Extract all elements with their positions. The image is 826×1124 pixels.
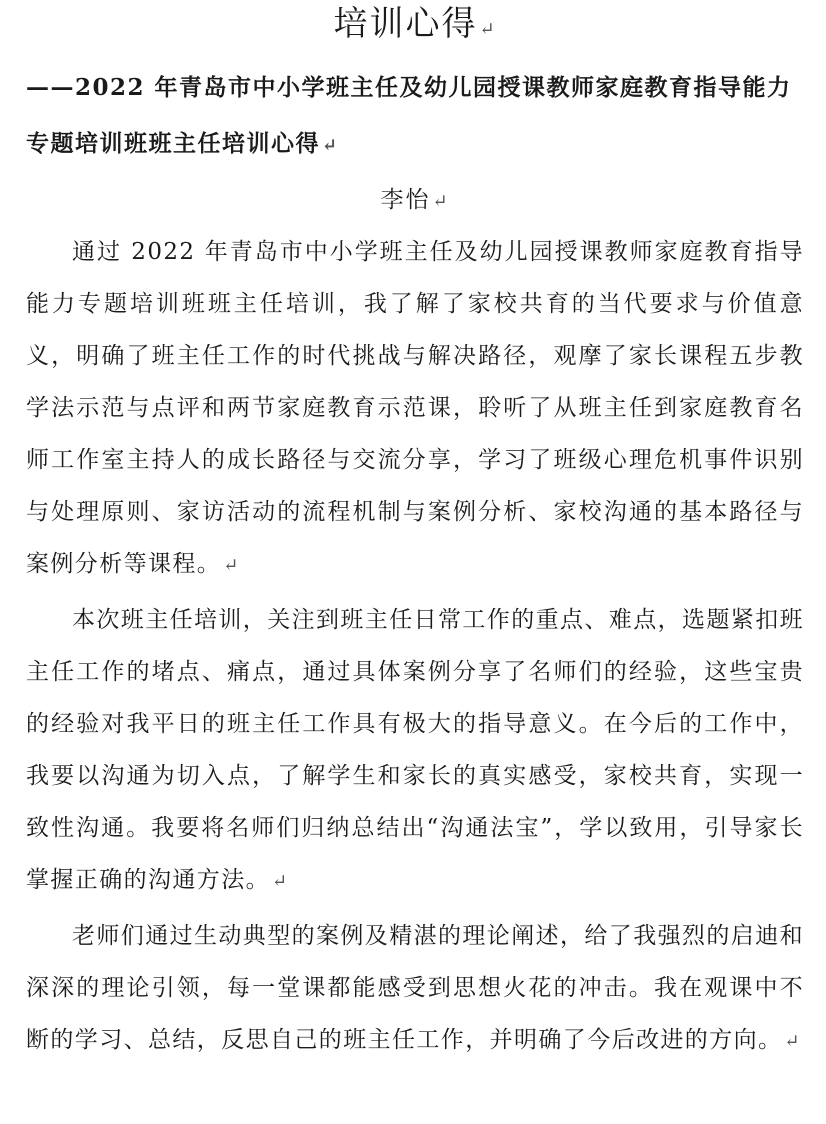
title-text: 培训心得	[333, 4, 478, 44]
paragraph-mark-icon: ↵	[479, 19, 497, 40]
paragraph-text: 本次班主任培训，关注到班主任日常工作的重点、难点，选题紧扣班主任工作的堵点、痛点，通过具体案例分享了名师们的经验，这些宝贵的经验对我平日的班主任工作具有极大的指导意义。在今后的工作中，我要以沟通为切入点，了解学生和家长的真实感受，家校共育，实现一致性沟通。我要将名师们归纳总结出“沟通法宝”，学以致用，引导家长掌握正确的沟通方法。	[26, 607, 804, 893]
paragraph-mark-icon: ↵	[784, 1031, 801, 1052]
paragraph-mark-icon: ↵	[223, 555, 240, 576]
body-paragraph-3	[26, 910, 804, 1068]
body-paragraph-1	[26, 226, 804, 592]
paragraph-mark-icon: ↵	[322, 135, 339, 156]
paragraph-mark-icon: ↵	[432, 191, 450, 212]
subtitle-text: ——2022 年青岛市中小学班主任及幼儿园授课教师家庭教育指导能力专题培训班班主任培训心得	[26, 74, 792, 157]
author-text: 李怡	[380, 187, 431, 213]
paragraph-text: 老师们通过生动典型的案例及精湛的理论阐述，给了我强烈的启迪和深深的理论引领，每一堂课都能感受到思想火花的冲击。我在观课中不断的学习、总结，反思自己的班主任工作，并明确了今后改进的方向。	[26, 923, 804, 1053]
paragraph-text: 通过 2022 年青岛市中小学班主任及幼儿园授课教师家庭教育指导能力专题培训班班主任培训，我了解了家校共育的当代要求与价值意义，明确了班主任工作的时代挑战与解决路径，观摩了家长课程五步教学法示范与点评和两节家庭教育示范课，聆听了从班主任到家庭教育名师工作室主持人的成长路径与交流分享，学习了班级心理危机事件识别与处理原则、家访活动的流程机制与案例分析、家校沟通的基本路径与案例分析等课程。	[26, 239, 804, 577]
document-subtitle	[26, 60, 804, 174]
document-title	[26, 4, 804, 50]
paragraph-mark-icon: ↵	[272, 871, 289, 892]
body-paragraph-2	[26, 594, 804, 908]
author-name	[26, 180, 804, 222]
